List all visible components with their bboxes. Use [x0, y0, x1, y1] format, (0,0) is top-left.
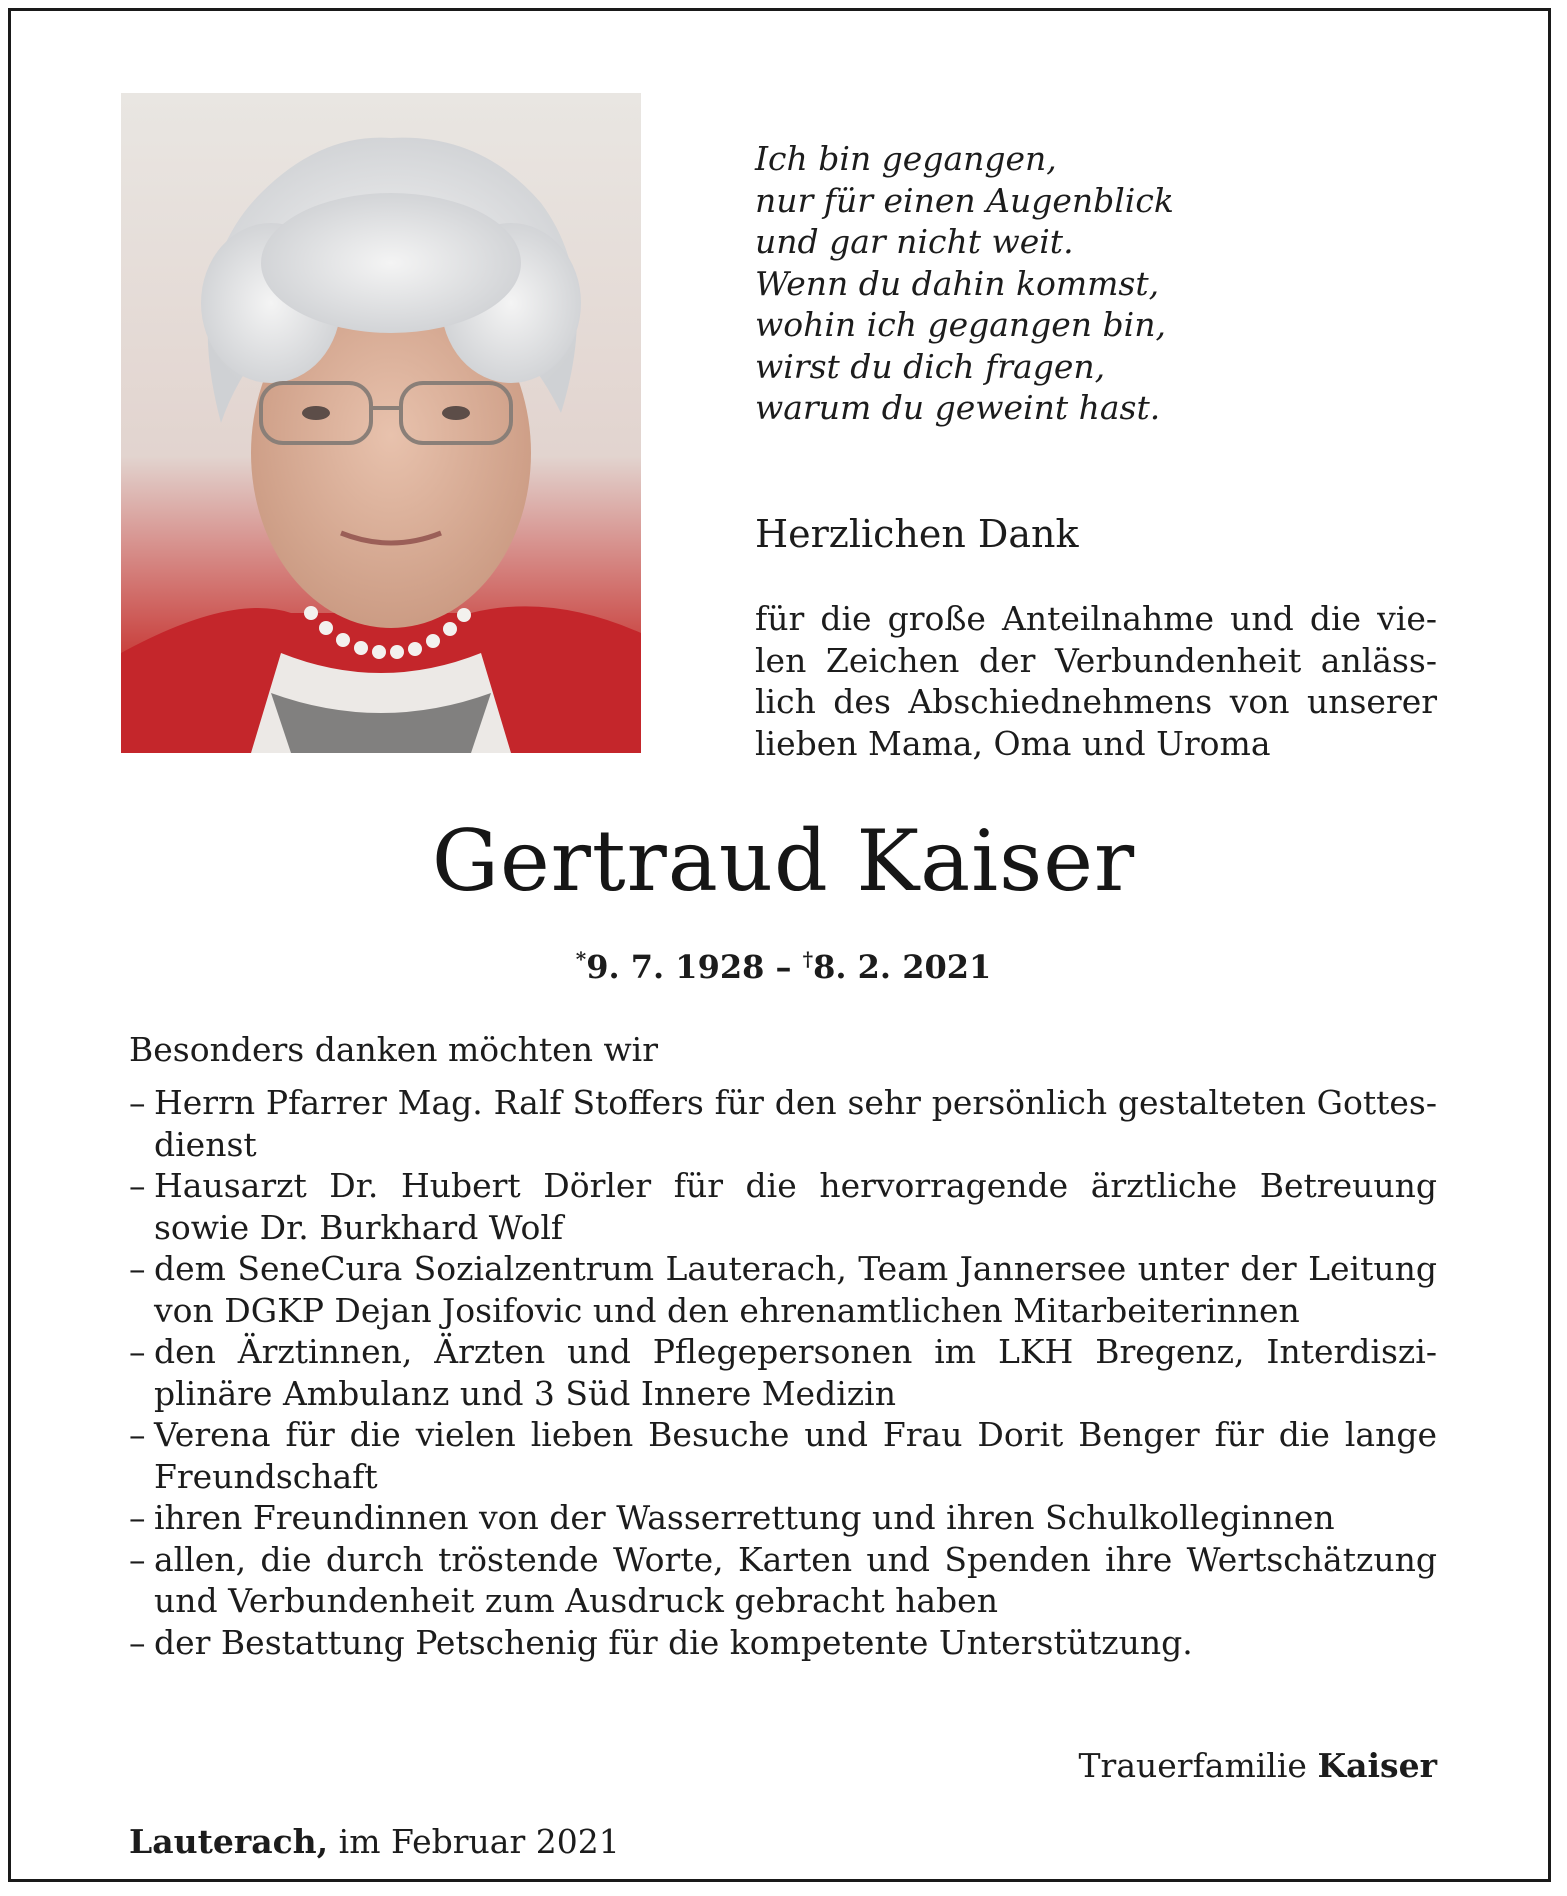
list-item-line: ihren Freundinnen von der Wasserrettung und ihren Schulkolleginnen: [154, 1498, 1335, 1537]
list-dash: –: [129, 1415, 146, 1454]
list-dash: –: [129, 1166, 146, 1205]
list-item-line: den Ärztinnen, Ärzten und Pflegepersonen im LKH Bregenz, Interdiszi-: [154, 1332, 1437, 1371]
place-town: Lauterach,: [129, 1822, 329, 1861]
list-item-line: Freundschaft: [154, 1456, 378, 1496]
list-item: [129, 1414, 1437, 1497]
list-item-line: Verena für die vielen lieben Besuche und Frau Dorit Benger für die lange: [154, 1415, 1437, 1454]
poem-line: wirst du dich fragen,: [755, 346, 1106, 386]
list-item: [129, 1539, 1437, 1622]
life-dates: [0, 947, 1567, 986]
list-item-line: sowie Dr. Burkhard Wolf: [154, 1207, 564, 1247]
intro-line: lich des Abschiednehmens von unserer: [755, 682, 1437, 721]
list-item: [129, 1622, 1437, 1664]
list-item-line: Herrn Pfarrer Mag. Ralf Stoffers für den sehr persönlich gestalteten Gottes-: [154, 1083, 1437, 1122]
list-item-line: Hausarzt Dr. Hubert Dörler für die hervorragende ärztliche Betreuung: [154, 1166, 1437, 1205]
list-item-line: dienst: [154, 1124, 257, 1164]
place-date: [129, 1822, 620, 1861]
list-dash: –: [129, 1249, 146, 1288]
list-item-line: und Verbundenheit zum Ausdruck gebracht haben: [154, 1581, 998, 1620]
intro-line: für die große Anteilnahme und die vie-: [755, 599, 1437, 638]
list-dash: –: [129, 1332, 146, 1371]
signature-family: Kaiser: [1317, 1746, 1437, 1785]
signature-prefix: Trauerfamilie: [1078, 1746, 1307, 1785]
list-item-line: der Bestattung Petschenig für die kompetente Unterstützung.: [154, 1622, 1193, 1662]
thanks-list: [129, 1082, 1437, 1663]
poem-line: wohin ich gegangen bin,: [755, 305, 1166, 344]
deceased-name: Gertraud Kaiser: [431, 812, 1136, 910]
place-month: im Februar 2021: [338, 1822, 620, 1861]
portrait-photo: [121, 93, 641, 753]
list-dash: –: [129, 1539, 146, 1579]
poem-line: Wenn du dahin kommst,: [755, 263, 1160, 303]
list-item: [129, 1082, 1437, 1165]
poem-line: warum du geweint hast.: [755, 388, 1161, 427]
poem-line: und gar nicht weit.: [755, 222, 1074, 261]
intro-line: lieben Mama, Oma und Uroma: [755, 723, 1271, 763]
poem-line: Ich bin gegangen,: [755, 139, 1057, 178]
list-item-line: von DGKP Dejan Josifovic und den ehrenamtlichen Mitarbeiterinnen: [154, 1290, 1300, 1330]
poem: [755, 138, 1415, 429]
list-item: [129, 1331, 1437, 1414]
list-item: [129, 1165, 1437, 1248]
birth-symbol: *: [575, 947, 587, 971]
intro-text: [755, 598, 1437, 764]
death-date: 8. 2. 2021: [813, 948, 992, 986]
list-dash: –: [129, 1622, 146, 1662]
thanks-heading: Herzlichen Dank: [755, 512, 1079, 556]
poem-line: nur für einen Augenblick: [755, 180, 1174, 220]
list-item-line: allen, die durch tröstende Worte, Karten und Spenden ihre Wertschätzung: [154, 1539, 1437, 1579]
list-item: [129, 1497, 1437, 1539]
family-signature: [1079, 1746, 1437, 1785]
death-symbol: †: [802, 947, 814, 971]
list-item-line: plinäre Ambulanz und 3 Süd Innere Medizin: [154, 1373, 896, 1413]
list-dash: –: [129, 1083, 146, 1122]
date-separator: –: [764, 948, 803, 986]
birth-date: 9. 7. 1928: [586, 948, 765, 986]
intro-line: len Zeichen der Verbundenheit anläss-: [755, 640, 1437, 680]
list-item-line: dem SeneCura Sozialzentrum Lauterach, Team Jannersee unter der Leitung: [154, 1249, 1437, 1288]
list-item: [129, 1248, 1437, 1331]
list-dash: –: [129, 1498, 146, 1537]
special-thanks-title: Besonders danken möchten wir: [129, 1030, 659, 1069]
